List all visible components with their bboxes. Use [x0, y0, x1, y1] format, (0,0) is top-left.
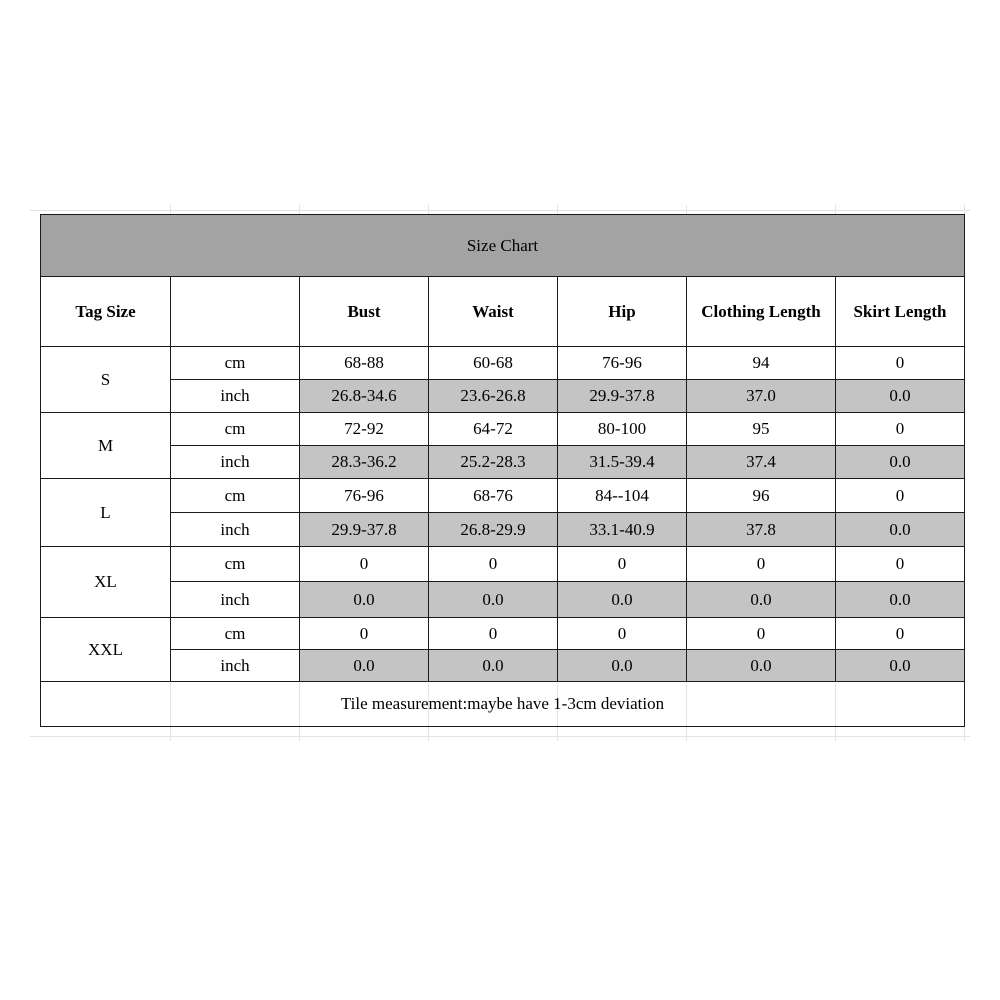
- unit-cell: cm: [171, 347, 300, 380]
- size-label: S: [41, 347, 171, 413]
- table-row: [41, 446, 965, 479]
- bust-cell: 0: [300, 618, 429, 650]
- waist-cell: 0: [429, 547, 558, 582]
- unit-cell: cm: [171, 479, 300, 513]
- table-row: [41, 347, 965, 380]
- clothing-length-cell: 0: [687, 618, 836, 650]
- waist-cell: 0: [429, 618, 558, 650]
- table-row: [41, 650, 965, 682]
- waist-cell: 60-68: [429, 347, 558, 380]
- skirt-length-cell: 0.0: [836, 582, 965, 618]
- clothing-length-cell: 94: [687, 347, 836, 380]
- skirt-length-cell: 0.0: [836, 513, 965, 547]
- hip-cell: 0.0: [558, 650, 687, 682]
- unit-cell: inch: [171, 650, 300, 682]
- header-tag-size: Tag Size: [41, 277, 171, 347]
- unit-cell: inch: [171, 582, 300, 618]
- size-chart-table: [40, 214, 965, 727]
- skirt-length-cell: 0: [836, 618, 965, 650]
- unit-cell: inch: [171, 446, 300, 479]
- hip-cell: 0: [558, 547, 687, 582]
- skirt-length-cell: 0.0: [836, 380, 965, 413]
- unit-cell: inch: [171, 380, 300, 413]
- waist-cell: 23.6-26.8: [429, 380, 558, 413]
- grid-line: [30, 210, 970, 211]
- header-skirt-length: Skirt Length: [836, 277, 965, 347]
- waist-cell: 0.0: [429, 582, 558, 618]
- table-row: [41, 380, 965, 413]
- bust-cell: 76-96: [300, 479, 429, 513]
- waist-cell: 25.2-28.3: [429, 446, 558, 479]
- grid-line: [30, 736, 970, 737]
- header-hip: Hip: [558, 277, 687, 347]
- clothing-length-cell: 37.0: [687, 380, 836, 413]
- table-row: [41, 618, 965, 650]
- hip-cell: 76-96: [558, 347, 687, 380]
- bust-cell: 68-88: [300, 347, 429, 380]
- table-row: [41, 547, 965, 582]
- table-row: [41, 479, 965, 513]
- measurement-note: Tile measurement:maybe have 1-3cm deviation: [41, 682, 965, 727]
- clothing-length-cell: 0.0: [687, 582, 836, 618]
- hip-cell: 0: [558, 618, 687, 650]
- hip-cell: 0.0: [558, 582, 687, 618]
- clothing-length-cell: 96: [687, 479, 836, 513]
- unit-cell: cm: [171, 413, 300, 446]
- chart-title: Size Chart: [41, 215, 965, 277]
- skirt-length-cell: 0: [836, 479, 965, 513]
- bust-cell: 29.9-37.8: [300, 513, 429, 547]
- skirt-length-cell: 0: [836, 547, 965, 582]
- bust-cell: 0.0: [300, 650, 429, 682]
- header-row: [41, 277, 965, 347]
- waist-cell: 64-72: [429, 413, 558, 446]
- hip-cell: 29.9-37.8: [558, 380, 687, 413]
- bust-cell: 26.8-34.6: [300, 380, 429, 413]
- waist-cell: 68-76: [429, 479, 558, 513]
- header-waist: Waist: [429, 277, 558, 347]
- unit-cell: inch: [171, 513, 300, 547]
- size-label: M: [41, 413, 171, 479]
- clothing-length-cell: 95: [687, 413, 836, 446]
- unit-cell: cm: [171, 618, 300, 650]
- table-row: [41, 513, 965, 547]
- skirt-length-cell: 0.0: [836, 446, 965, 479]
- hip-cell: 31.5-39.4: [558, 446, 687, 479]
- size-label: XXL: [41, 618, 171, 682]
- clothing-length-cell: 37.8: [687, 513, 836, 547]
- bust-cell: 72-92: [300, 413, 429, 446]
- hip-cell: 33.1-40.9: [558, 513, 687, 547]
- table-row: [41, 413, 965, 446]
- clothing-length-cell: 0.0: [687, 650, 836, 682]
- hip-cell: 84--104: [558, 479, 687, 513]
- header-clothing-length: Clothing Length: [687, 277, 836, 347]
- footer-row: [41, 682, 965, 727]
- bust-cell: 0.0: [300, 582, 429, 618]
- size-label: L: [41, 479, 171, 547]
- header-bust: Bust: [300, 277, 429, 347]
- skirt-length-cell: 0: [836, 347, 965, 380]
- table-row: [41, 582, 965, 618]
- bust-cell: 28.3-36.2: [300, 446, 429, 479]
- size-label: XL: [41, 547, 171, 618]
- header-unit: [171, 277, 300, 347]
- waist-cell: 0.0: [429, 650, 558, 682]
- clothing-length-cell: 37.4: [687, 446, 836, 479]
- unit-cell: cm: [171, 547, 300, 582]
- bust-cell: 0: [300, 547, 429, 582]
- title-row: [41, 215, 965, 277]
- skirt-length-cell: 0.0: [836, 650, 965, 682]
- clothing-length-cell: 0: [687, 547, 836, 582]
- hip-cell: 80-100: [558, 413, 687, 446]
- waist-cell: 26.8-29.9: [429, 513, 558, 547]
- skirt-length-cell: 0: [836, 413, 965, 446]
